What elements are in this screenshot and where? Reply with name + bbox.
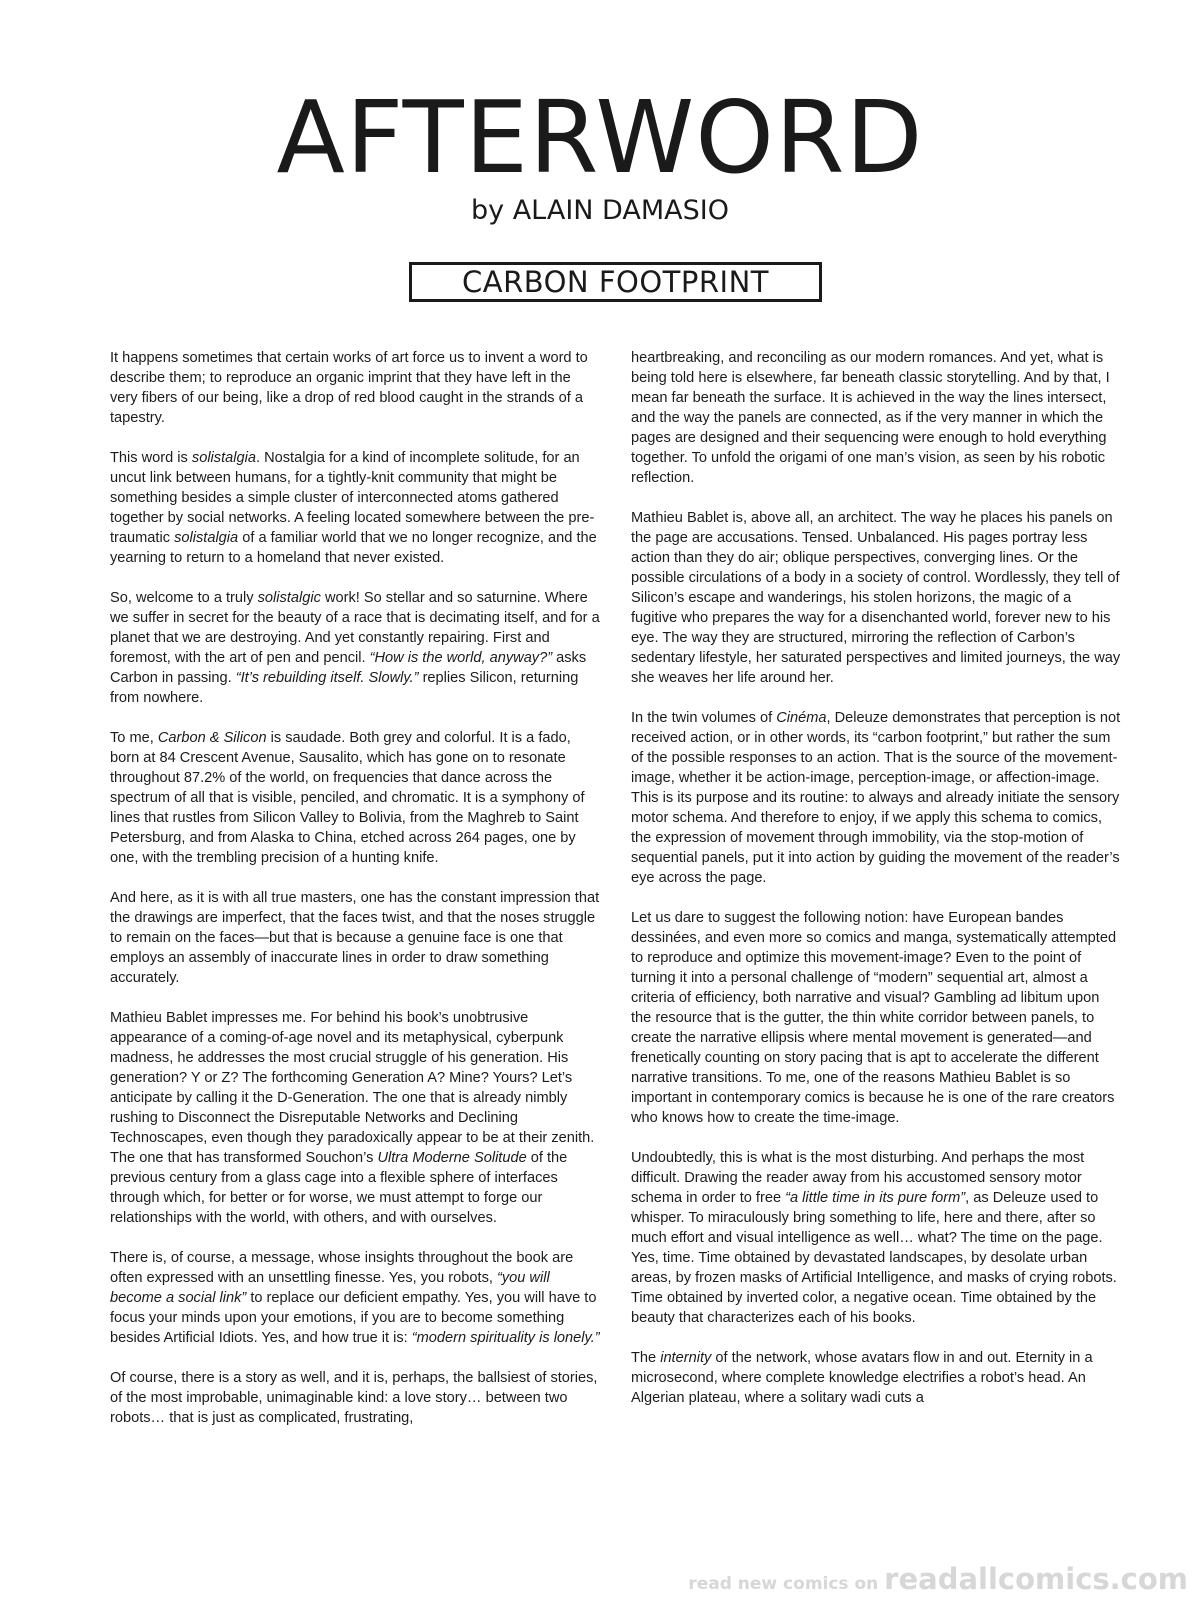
watermark-prefix: read new comics on: [688, 1574, 885, 1594]
text-run: is saudade. Both grey and colorful. It is a fado, born at 84 Crescent Avenue, Sausalito, which has gone on to resonate throughout 87.2% of the world, on frequencies that dance across the spectrum of all that is visible, penciled, and chromatic. It is a symphony of lines that rustles from Silicon Valley to Bolivia, from the Maghreb to Saint Petersburg, and from Alaska to China, etched across 264 pages, one by one, with the trembling precision of a hunting knife.: [110, 730, 585, 866]
body-paragraph: [631, 708, 1121, 888]
italic-text-run: solistalgic: [257, 590, 321, 606]
text-run: And here, as it is with all true masters, one has the constant impression that the drawings are imperfect, that the faces twist, and that the noses struggle to remain on the faces—but that is because a genuine face is one that employs an assembly of inaccurate lines in order to draw something accurately.: [110, 890, 600, 986]
body-paragraph: [110, 1368, 600, 1428]
italic-text-run: solistalgia: [174, 530, 239, 546]
watermark-site: readallcomics.com: [884, 1562, 1188, 1596]
body-paragraph: [631, 1348, 1121, 1408]
body-paragraph: [110, 348, 600, 428]
italic-text-run: Carbon & Silicon: [157, 730, 267, 746]
italic-text-run: “a little time in its pure form”: [785, 1190, 966, 1206]
author-byline: by ALAIN DAMASIO: [471, 195, 729, 226]
body-paragraph: [631, 1148, 1121, 1328]
italic-text-run: internity: [660, 1350, 712, 1366]
body-paragraph: [631, 508, 1121, 688]
site-watermark: [688, 1562, 1188, 1596]
text-run: to replace our deficient empathy. Yes, you will have to focus your minds upon your emotions, if you are to become something besides Artificial Idiots. Yes, and how true it is:: [110, 1290, 597, 1346]
body-paragraph: [110, 728, 600, 868]
left-text-column: [110, 348, 600, 1448]
italic-text-run: “you will become a social link”: [110, 1270, 550, 1306]
body-paragraph: [110, 448, 600, 568]
text-run: of the network, whose avatars flow in and out. Eternity in a microsecond, where complete knowledge electrifies a robot’s head. An Algerian plateau, where a solitary wadi cuts a: [631, 1350, 1093, 1406]
italic-text-run: solistalgia: [191, 450, 256, 466]
italic-text-run: Cinéma: [776, 710, 827, 726]
text-run: There is, of course, a message, whose insights throughout the book are often expressed with an unsettling finesse. Yes, you robots,: [110, 1250, 574, 1286]
section-title: CARBON FOOTPRINT: [461, 264, 769, 299]
page-title: AFTERWORD: [276, 79, 924, 196]
text-run: Mathieu Bablet is, above all, an architect. The way he places his panels on the page are accusations. Tensed. Unbalanced. His pages portray less action than they do air; oblique perspectives, converging lines. Or the possible circulations of a body in a society of control. Wordlessly, they tell of Silicon’s escape and wanderings, his stolen horizons, the magic of a fugitive who prepares the way for a disenchanted world, forever new to his eye. The way they are structured, mirroring the reflection of Carbon’s sedentary lifestyle, her saturated perspectives and limited journeys, the way she weaves her life around her.: [631, 510, 1121, 686]
body-paragraph: [110, 588, 600, 708]
text-run: The: [631, 1350, 661, 1366]
text-run: It happens sometimes that certain works of art force us to invent a word to describe them; to reproduce an organic imprint that they have left in the very fibers of our being, like a drop of red blood caught in the strands of a tapestry.: [110, 350, 588, 426]
text-run: , Deleuze demonstrates that perception is not received action, or in other words, its “carbon footprint,” but rather the sum of the possible responses to an action. That is the source of the movement-image, whether it be action-image, perception-image, or affection-image. This is its purpose and its routine: to always and already initiate the sensory motor schema. And therefore to enjoy, if we apply this schema to comics, the expression of movement through immobility, via the stop-motion of sequential panels, put it into action by guiding the movement of the reader’s eye across the page.: [631, 710, 1121, 886]
text-run: of a familiar world that we no longer recognize, and the yearning to return to a homeland that never existed.: [110, 530, 597, 566]
italic-text-run: “It’s rebuilding itself. Slowly.”: [235, 670, 419, 686]
text-run: Let us dare to suggest the following notion: have European bandes dessinées, and even more so comics and manga, systematically attempted to reproduce and optimize this movement-image? Even to the point of turning it into a personal challenge of “modern” sequential art, almost a criteria of efficiency, both narrative and visual? Gambling ad libitum upon the resource that is the gutter, the thin white corridor between panels, to create the narrative ellipsis where mental movement is generated—and frenetically counting on story pacing that is apt to accelerate the different narrative transitions. To me, one of the reasons Mathieu Bablet is so important in contemporary comics is because he is one of the rare creators who knows how to create the time-image.: [631, 910, 1117, 1126]
body-paragraph: [110, 1248, 600, 1348]
body-paragraph: [631, 348, 1121, 488]
body-paragraph: [110, 888, 600, 988]
text-run: This word is: [110, 450, 192, 466]
italic-text-run: “modern spirituality is lonely.”: [411, 1330, 600, 1346]
italic-text-run: Ultra Moderne Solitude: [377, 1150, 527, 1166]
text-run: In the twin volumes of: [631, 710, 777, 726]
text-run: So, welcome to a truly: [110, 590, 258, 606]
text-run: Undoubtedly, this is what is the most disturbing. And perhaps the most difficult. Drawing the reader away from his accustomed sensory motor schema in order to free: [631, 1150, 1085, 1206]
section-title-box: [409, 262, 822, 302]
text-run: of the previous century from a glass cage into a flexible sphere of interfaces through which, for better or for worse, we must attempt to forge our relationships with the world, with others, and with ourselves.: [110, 1150, 568, 1226]
text-run: , as Deleuze used to whisper. To miraculously bring something to life, here and there, after so much effort and visual intelligence as well… what? The time on the page. Yes, time. Time obtained by devastated landscapes, by desolate urban areas, by frozen masks of Artificial Intelligence, and masks of crying robots. Time obtained by inverted color, a negative ocean. Time obtained by the beauty that characterizes each of his books.: [631, 1190, 1117, 1326]
text-run: work! So stellar and so saturnine. Where we suffer in secret for the beauty of a race that is decimating itself, and for a planet that we are destroying. And yet constantly repairing. First and foremost, with the art of pen and pencil.: [110, 590, 600, 666]
body-paragraph: [631, 908, 1121, 1128]
text-run: replies Silicon, returning from nowhere.: [110, 670, 579, 706]
right-text-column: [631, 348, 1121, 1428]
text-run: asks Carbon in passing.: [110, 650, 587, 686]
body-paragraph: [110, 1008, 600, 1228]
italic-text-run: “How is the world, anyway?”: [369, 650, 553, 666]
text-run: Mathieu Bablet impresses me. For behind his book’s unobtrusive appearance of a coming-of-age novel and its metaphysical, cyberpunk madness, he addresses the most crucial struggle of his generation. His generation? Y or Z? The forthcoming Generation A? Mine? Yours? Let’s anticipate by calling it the D-Generation. The one that is already nimbly rushing to Disconnect the Disreputable Networks and Declining Technoscapes, even though they paradoxically appear to be at their zenith. The one that has transformed Souchon’s: [110, 1010, 595, 1166]
text-run: To me,: [110, 730, 158, 746]
text-run: Of course, there is a story as well, and it is, perhaps, the ballsiest of stories, of the most improbable, unimaginable kind: a love story… between two robots… that is just as complicated, frustrating,: [110, 1370, 598, 1426]
text-run: heartbreaking, and reconciling as our modern romances. And yet, what is being told here is elsewhere, far beneath classic storytelling. And by that, I mean far beneath the surface. It is achieved in the way the lines intersect, and the way the panels are connected, as if the very manner in which the pages are designed and their sequencing were enough to hold everything together. To unfold the origami of one man’s vision, as seen by his robotic reflection.: [631, 350, 1110, 486]
text-run: . Nostalgia for a kind of incomplete solitude, for an uncut link between humans, for a tightly-knit community that might be something besides a simple cluster of interconnected atoms gathered together by social networks. A feeling located somewhere between the pre-traumatic: [110, 450, 595, 546]
